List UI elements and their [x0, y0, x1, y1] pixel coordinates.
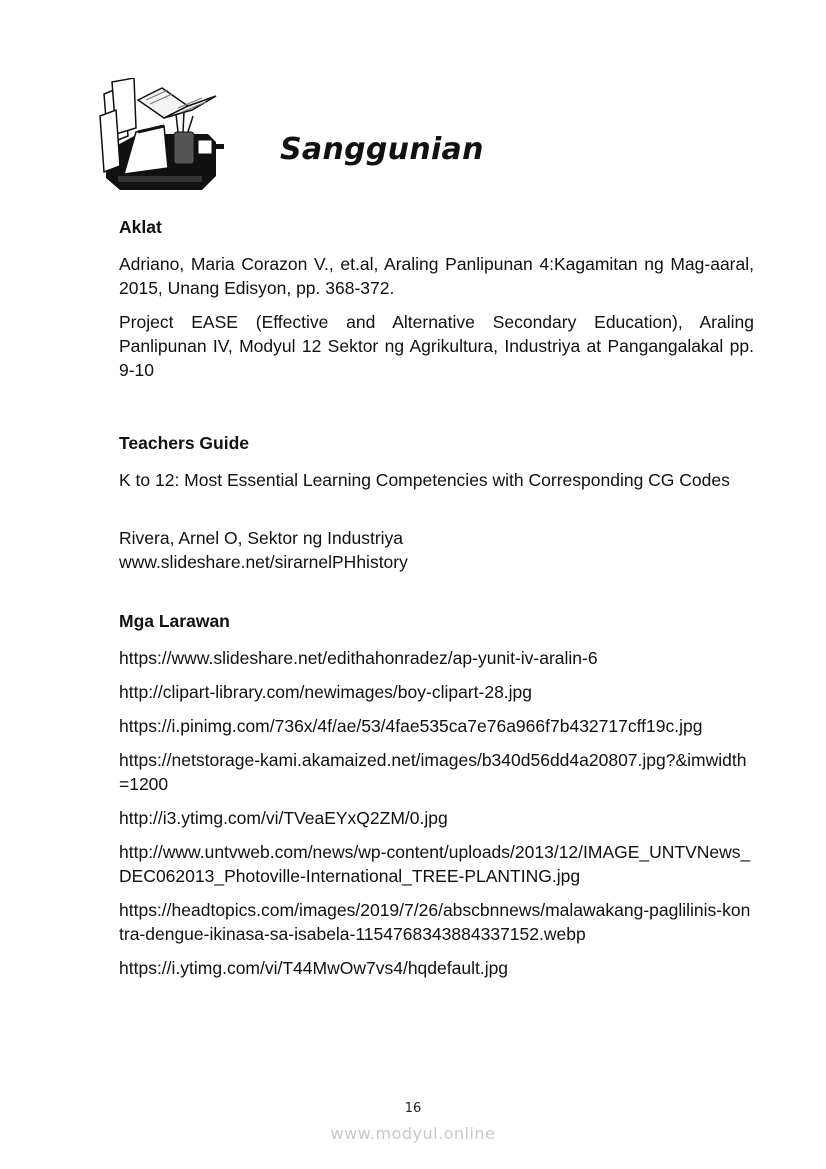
page-number: 16	[404, 1101, 422, 1116]
reference-link[interactable]: https://i.pinimg.com/736x/4f/ae/53/4fae535ca7e76a966f7b432717cff19c.jpg	[119, 716, 703, 736]
section-mga-larawan	[119, 610, 754, 980]
reference-entry: Adriano, Maria Corazon V., et.al, Araling Panlipunan 4:Kagamitan ng Mag-aaral, 2015, Unang Edisyon, pp. 368-372.	[119, 254, 754, 298]
page-title: Sanggunian	[280, 132, 484, 167]
reference-link[interactable]: www.slideshare.net/sirarnelPHhistory	[119, 552, 408, 572]
reference-link[interactable]: http://clipart-library.com/newimages/boy-clipart-28.jpg	[119, 682, 533, 702]
reference-entry: K to 12: Most Essential Learning Competencies with Corresponding CG Codes	[119, 470, 730, 490]
reference-link[interactable]: http://www.untvweb.com/news/wp-content/uploads/2013/12/IMAGE_UNTVNews_DEC062013_Photoville-International_TREE-PLANTING.jpg	[119, 842, 751, 886]
references-content	[119, 216, 754, 990]
watermark: www.modyul.online	[330, 1124, 496, 1143]
section-heading: Aklat	[119, 217, 162, 237]
reference-link[interactable]: https://headtopics.com/images/2019/7/26/abscbnnews/malawakang-paglilinis-kontra-dengue-ikinasa-sa-isabela-1154768343884337152.webp	[119, 900, 751, 944]
section-aklat	[119, 216, 754, 382]
desk-books-clipart-icon	[98, 78, 228, 194]
reference-link[interactable]: https://netstorage-kami.akamaized.net/images/b340d56dd4a20807.jpg?&imwidth=1200	[119, 750, 747, 794]
reference-entry: Project EASE (Effective and Alternative Secondary Education), Araling Panlipunan IV, Modyul 12 Sektor ng Agrikultura, Industriya at Pangangalakal pp. 9-10	[119, 312, 754, 380]
reference-link[interactable]: https://www.slideshare.net/edithahonradez/ap-yunit-iv-aralin-6	[119, 648, 598, 668]
reference-entry: Rivera, Arnel O, Sektor ng Industriya	[119, 528, 404, 548]
section-heading: Mga Larawan	[119, 611, 230, 631]
section-teachers-guide	[119, 432, 754, 574]
reference-link[interactable]: http://i3.ytimg.com/vi/TVeaEYxQ2ZM/0.jpg	[119, 808, 448, 828]
page-header	[98, 78, 518, 198]
section-heading: Teachers Guide	[119, 433, 250, 453]
reference-link[interactable]: https://i.ytimg.com/vi/T44MwOw7vs4/hqdefault.jpg	[119, 958, 509, 978]
